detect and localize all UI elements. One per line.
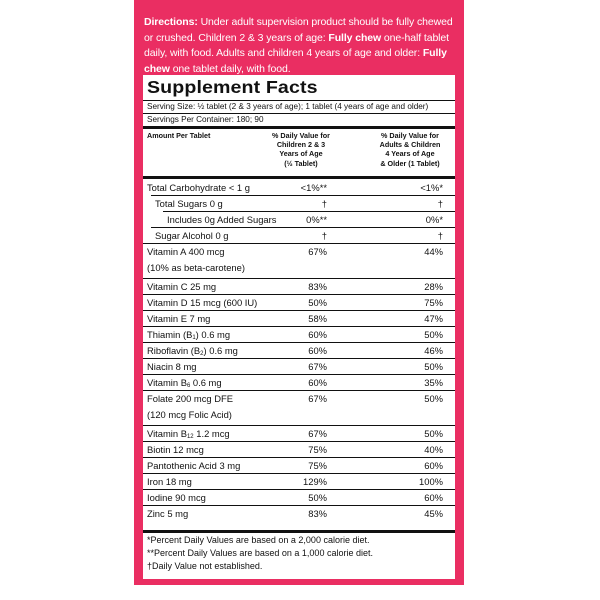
nutrient-name: Zinc 5 mg [147, 508, 189, 519]
footnote: *Percent Daily Values are based on a 2,000 calorie diet. [147, 535, 370, 545]
adults-dv: <1%* [420, 182, 443, 193]
servings-per-container: Servings Per Container: 180; 90 [147, 115, 264, 124]
table-row [143, 442, 455, 458]
adults-dv: 35% [424, 377, 443, 388]
children-dv: 75% [308, 444, 327, 455]
nutrient-name: Includes 0g Added Sugars [167, 214, 277, 225]
table-row [143, 391, 455, 426]
children-dv: 67% [308, 361, 327, 372]
adults-dv: 50% [424, 393, 443, 404]
table-row [143, 311, 455, 327]
nutrient-name: Folate 200 mcg DFE [147, 393, 233, 404]
children-dv: 60% [308, 345, 327, 356]
children-dv: 83% [308, 508, 327, 519]
table-row [143, 228, 455, 244]
divider [143, 100, 455, 101]
adults-dv: 60% [424, 460, 443, 471]
adults-dv: 100% [419, 476, 443, 487]
adults-dv: 28% [424, 281, 443, 292]
header-amount: Amount Per Tablet [147, 131, 211, 140]
table-row [143, 474, 455, 490]
adults-dv: † [437, 198, 443, 209]
children-dv: 58% [308, 313, 327, 324]
adults-dv: 50% [424, 361, 443, 372]
nutrient-name: Vitamin A 400 mcg [147, 246, 225, 257]
children-dv: <1%** [300, 182, 327, 193]
table-row [143, 458, 455, 474]
table-row [143, 490, 455, 506]
adults-dv: 75% [424, 297, 443, 308]
table-row [143, 343, 455, 359]
directions-label: Directions: [144, 16, 198, 28]
nutrient-name: Iron 18 mg [147, 476, 192, 487]
footnote: †Daily Value not established. [147, 561, 263, 571]
adults-dv: 0%* [425, 214, 443, 225]
children-dv: 0%** [306, 214, 327, 225]
adults-dv: 50% [424, 329, 443, 340]
nutrient-name: Vitamin C 25 mg [147, 281, 217, 292]
adults-dv: † [437, 230, 443, 241]
children-dv: 67% [308, 428, 327, 439]
table-row [143, 375, 455, 391]
children-dv: 83% [308, 281, 327, 292]
table-row [143, 327, 455, 343]
children-dv: 60% [308, 329, 327, 340]
children-dv: 67% [308, 246, 327, 257]
table-row [143, 180, 455, 196]
adults-dv: 40% [424, 444, 443, 455]
adults-dv: 60% [424, 492, 443, 503]
divider-thick [143, 176, 455, 179]
nutrient-subname: (10% as beta-carotene) [147, 262, 245, 273]
table-row [143, 295, 455, 311]
children-dv: 50% [308, 492, 327, 503]
table-row [143, 244, 455, 279]
children-dv: † [321, 230, 327, 241]
table-row [143, 426, 455, 442]
adults-dv: 50% [424, 428, 443, 439]
nutrient-name: Vitamin $B_{12}$ 1.2 mcg [147, 428, 230, 440]
adults-dv: 46% [424, 345, 443, 356]
nutrient-name: Niacin 8 mg [147, 361, 197, 372]
nutrient-name: Thiamin $(B_1)$ 0.6 mg [147, 329, 231, 341]
divider-thick [143, 126, 455, 129]
nutrient-name: Total Sugars 0 g [155, 198, 223, 209]
nutrient-subname: (120 mcg Folic Acid) [147, 409, 232, 420]
table-row [143, 212, 455, 228]
nutrient-name: Sugar Alcohol 0 g [155, 230, 229, 241]
supplement-facts-panel [143, 75, 455, 579]
children-dv: 75% [308, 460, 327, 471]
nutrient-name: Vitamin D 15 mcg (600 IU) [147, 297, 258, 308]
divider [143, 113, 455, 114]
adults-dv: 45% [424, 508, 443, 519]
nutrient-name: Iodine 90 mcg [147, 492, 206, 503]
nutrient-name: Pantothenic Acid 3 mg [147, 460, 241, 471]
footnote: **Percent Daily Values are based on a 1,000 calorie diet. [147, 548, 373, 558]
facts-title: Supplement Facts [147, 77, 318, 97]
children-dv: † [321, 198, 327, 209]
nutrient-name: Biotin 12 mcg [147, 444, 204, 455]
nutrient-name: Riboflavin $(B_2)$ 0.6 mg [147, 345, 238, 357]
adults-dv: 44% [424, 246, 443, 257]
serving-size: Serving Size: ½ tablet (2 & 3 years of age); 1 tablet (4 years of age and older) [147, 102, 429, 111]
table-row [143, 506, 455, 522]
children-dv: 129% [303, 476, 327, 487]
nutrient-name: Vitamin $B_6$ 0.6 mg [147, 377, 222, 389]
adults-dv: 47% [424, 313, 443, 324]
table-row [143, 279, 455, 295]
nutrient-name: Total Carbohydrate < 1 g [147, 182, 250, 193]
children-dv: 60% [308, 377, 327, 388]
divider-thick [143, 530, 455, 533]
table-row [143, 359, 455, 375]
header-adults: % Daily Value for Adults & Children 4 Years of Age & Older (1 Tablet) [379, 131, 441, 168]
children-dv: 67% [308, 393, 327, 404]
header-children: % Daily Value for Children 2 & 3 Years of Age (½ Tablet) [272, 131, 330, 168]
directions-text: Directions: Under adult supervision product should be fully chewed or crushed. Children 2 & 3 years of age: Fully chew one-half tablet daily, with food. Adults and children 4 years of age and older: Fully chew one tablet daily, with food. [144, 16, 453, 75]
table-row [143, 196, 455, 212]
nutrient-name: Vitamin E 7 mg [147, 313, 211, 324]
children-dv: 50% [308, 297, 327, 308]
